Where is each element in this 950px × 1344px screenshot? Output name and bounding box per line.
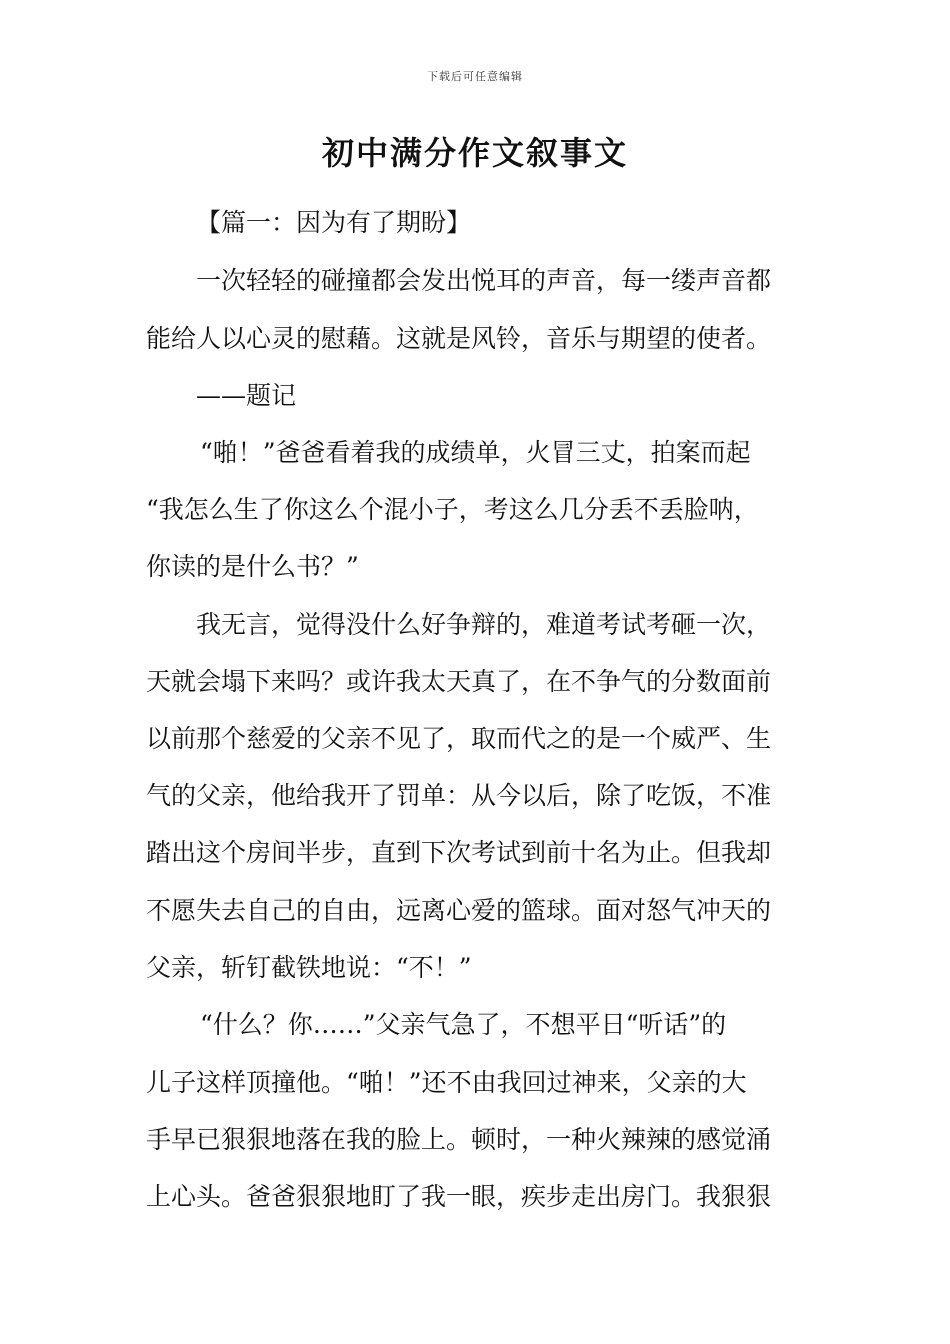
epigraph-attribution: ——题记: [196, 381, 297, 410]
paragraph-line: 手早已狠狠地落在我的脸上。顿时，一种火辣辣的感觉涌: [146, 1125, 772, 1154]
paragraph-line: “我怎么生了你这么个混小子，考这么几分丢不丢脸呐，: [146, 495, 759, 524]
paragraph-line: 父亲，斩钉截铁地说：“不！”: [146, 953, 472, 982]
paragraph-line: “啪！”爸爸看着我的成绩单，火冒三丈，拍案而起: [200, 438, 751, 467]
paragraph-line: 我无言，觉得没什么好争辩的，难道考试考砸一次，: [196, 610, 772, 639]
paragraph-line: 气的父亲，他给我开了罚单：从今以后，除了吃饭，不准: [146, 781, 772, 810]
paragraph-line: 踏出这个房间半步，直到下次考试到前十名为止。但我却: [146, 838, 772, 867]
paragraph-line: 儿子这样顶撞他。“啪！”还不由我回过神来，父亲的大: [146, 1068, 747, 1097]
paragraph-line: 一次轻轻的碰撞都会发出悦耳的声音，每一缕声音都: [196, 266, 772, 295]
paragraph-line: 以前那个慈爱的父亲不见了，取而代之的是一个威严、生: [146, 724, 772, 753]
paragraph-line: 天就会塌下来吗？或许我太天真了，在不争气的分数面前: [146, 667, 772, 696]
paragraph-line: “什么？你……”父亲气急了，不想平日“听话”的: [200, 1010, 727, 1039]
paragraph-line: 能给人以心灵的慰藉。这就是风铃，音乐与期望的使者。: [146, 324, 772, 353]
document-title: 初中满分作文叙事文: [321, 134, 628, 172]
page-header-note: 下载后可任意编辑: [427, 70, 523, 83]
section-heading: 【篇一：因为有了期盼】: [196, 208, 472, 237]
paragraph-line: 上心头。爸爸狠狠地盯了我一眼，疾步走出房门。我狠狠: [146, 1182, 772, 1211]
paragraph-line: 你读的是什么书？”: [146, 552, 359, 581]
paragraph-line: 不愿失去自己的自由，远离心爱的篮球。面对怒气冲天的: [146, 896, 772, 925]
